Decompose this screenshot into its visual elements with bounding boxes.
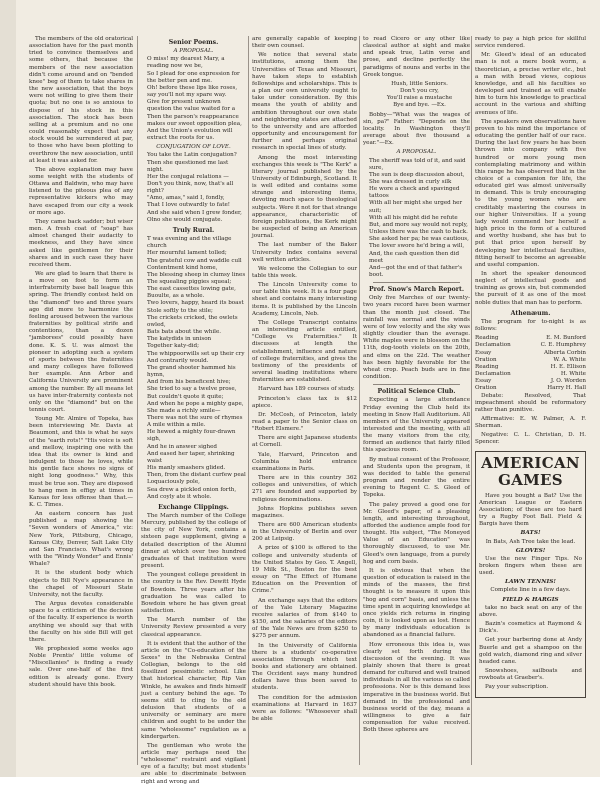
section-heading: Exchange Clippings. bbox=[158, 503, 229, 511]
column-rule bbox=[248, 36, 249, 765]
column-3 bbox=[252, 36, 357, 767]
verse-line: The grateful cow and waddle cull bbox=[147, 257, 242, 264]
poem-title: CONJUGATION OF LOVE. bbox=[156, 144, 231, 151]
divider bbox=[373, 384, 460, 385]
verse-line: Bats bats about the while. bbox=[147, 329, 222, 336]
verse-line: And contrarily would. bbox=[147, 357, 209, 364]
program-name: Harry H. Hall bbox=[547, 385, 586, 392]
verse-line: And the Union's evolution will extract the roots for us. bbox=[147, 127, 233, 142]
paragraph: An eastern concern has just published a map showing the "Seven wonders of America," viz: New York, Pittsburg, Chicago, Kansas City, Denver, Salt Lake City and San Francisco. What's wrong with the "Windy Wonder" and Ennis' Whale? bbox=[29, 511, 133, 568]
program-name: C. E. Humphrey bbox=[540, 342, 586, 349]
verse-line: "Amo, amas," said I, fondly, bbox=[147, 195, 225, 202]
paragraph: The program for to-night is as follows: bbox=[475, 318, 586, 333]
verse-line: Hush, little Seniors. bbox=[391, 80, 448, 87]
verse-line: A mile within a mile. bbox=[147, 422, 206, 429]
paragraph: are generally capable of keeping their own counsel. bbox=[252, 36, 357, 50]
program-row bbox=[475, 378, 586, 385]
verse-line: Then, from the distant curfew peal bbox=[147, 472, 246, 479]
paragraph: The above explanation may have some weight with the students of Ottawa and Baldwin, who may have listened to the piteous plea of any representative kickers who may have escaped from our city a week or more ago. bbox=[29, 166, 133, 216]
program-item: Oration bbox=[475, 356, 497, 363]
verse-line: His manly smashers glided. bbox=[147, 465, 226, 472]
program-row bbox=[475, 342, 586, 349]
program-name: E. M. Bunford bbox=[546, 335, 586, 342]
verse-line: O miss! my dearest Mary, a reading now we be, bbox=[147, 56, 225, 70]
paragraph: There are in this country 362 colleges and universities, of which 271 are founded and supported by religious denominations. bbox=[252, 475, 357, 503]
paragraph: ready to pay a high price for skillful service rendered. bbox=[475, 36, 586, 50]
section-heading: Prof. Snow's March Report. bbox=[368, 286, 465, 294]
divider bbox=[373, 282, 460, 283]
paragraph: Johns Hopkins publishes seven magazines. bbox=[252, 505, 357, 519]
verse-line: You'll raise a mustache bbox=[386, 95, 453, 102]
program-item: Declamation bbox=[475, 371, 511, 378]
paragraph: There are eight Japanese students at Cornell. bbox=[252, 435, 357, 449]
verse-line: Stole softly to the stile; bbox=[147, 307, 213, 314]
ad-text: Have you bought a Bat? Use the American League or Eastern Association; of these are too hard try a Rugby Foot Ball. Field & Bargis have them bbox=[479, 492, 582, 528]
column-1 bbox=[29, 36, 133, 767]
paragraph: Affirmative: E. W. Palmer, A. F. Sherman. bbox=[475, 415, 586, 430]
paragraph: Among the most interesting exchanges this week is "The Kerk" a literary journal published by the University of Edinburgh, Scotland. It is well edited and contains some strange and interesting items, devoting much space to theological subjects. Were it not for that strange appearance, characteristic of foreign publications, the Kerk might be suspected of being an American journal. bbox=[252, 154, 357, 240]
advertisement-box bbox=[475, 451, 586, 698]
verse-line: Together katy-did; bbox=[147, 343, 200, 350]
verse-line: And from his beneficent hive; bbox=[147, 379, 231, 386]
paragraph: The March number of the University Review presented a very classical appearance. bbox=[141, 617, 246, 638]
verse-line: The lover swore he'd bring a will, bbox=[369, 243, 465, 250]
paragraph: The Lincoln University come to our table this week. It is a four page sheet and contains many interesting items. It is published by the Lincoln Academy, Lincoln, Neb. bbox=[252, 282, 357, 317]
verse-line: The grand shooter hammed his hymn, bbox=[147, 364, 236, 379]
ad-text: Bazin's cosmetics at Raymond & Dick's. bbox=[479, 621, 582, 635]
paragraph: The condition for the admission examinations at Harvard in 1637 were as follows: "Whosoever shall be able bbox=[252, 694, 357, 723]
paragraph: There are 600 American students in the University of Berlin and over 200 at Leipsig. bbox=[252, 522, 357, 543]
paragraph: The gentleman who wrote the article may perhaps need the "wholesome" restraint and vigilant eye of a faculty; but most students are able to discriminate between right and wrong and bbox=[141, 742, 246, 785]
verse-line: With all her might she urged her suit; bbox=[369, 200, 463, 214]
paragraph: Young Mr. Almire of Topeka, has been interviewing Mr. Davis at Beaumont, and this is what he says of the "earth rots!" "His voice is soft and mellow, inspiring one with the idea that its owner is kind and indulgent to those he loves, while his gentle face shows no signs of night long goodness." Why, this must be true son. They are disposed to hang men in effigy at times in Kansas for less offense than that.—K. C. Times. bbox=[29, 416, 133, 508]
verse-line: Bye and bye. —Ex. bbox=[393, 102, 446, 109]
verse-line: Don't you cry, bbox=[400, 88, 439, 95]
verse-line: She was dressed in curly silk bbox=[369, 178, 452, 185]
verse-line: He wore a check and spavinged tattoos bbox=[369, 186, 460, 200]
paragraph: Yale, Harvard, Princeton and Columbia hold entrance examinations in Paris. bbox=[252, 451, 357, 472]
program-item: Declamation bbox=[475, 342, 511, 349]
paragraph: The last number of the Baker University Index contains several well written articles. bbox=[252, 242, 357, 263]
verse-line: T was evening and the village church bbox=[147, 236, 232, 250]
verse-line: Her the conjugal relations — bbox=[147, 173, 229, 180]
paragraph: The Argus devotes considerable space to a criticism of the decision of the faculty. If experience is worth anything we should say that with the faculty on his side Bill will get there. bbox=[29, 601, 133, 643]
ad-text: take no back seat on any of the above. bbox=[479, 604, 582, 618]
verse-line: The sun is deep discussion about, bbox=[369, 171, 465, 178]
paragraph: Negative: C. L. Christian, D. H. Spencer. bbox=[475, 432, 586, 446]
verse-line: And he in answer sighed bbox=[147, 443, 217, 450]
verse-line: Loquaciously pole, bbox=[147, 479, 200, 486]
verse-line: Two lovers, happy, heard its boast bbox=[147, 300, 244, 307]
verse-line: The squealing piggies squeal; bbox=[147, 279, 232, 285]
section-heading: Senior Poems. bbox=[168, 39, 219, 46]
column-rule bbox=[359, 36, 360, 765]
paragraph: The paley proved a good one for Mr. Gleed's paper, of a pleasing length, and interesting throughout, afforded the audience ample food for thought. His subject, "The Moneyed Value of an Education" was thoroughly discussed, to use Mr. Gleed's own language, from a purely hog and corn basis. bbox=[363, 501, 470, 565]
program-name: H. White bbox=[560, 371, 586, 378]
ad-text: Get your barbering done at Andy Buerle and get a shampoo on the gold watch, diamond ring and silver headed cane. bbox=[479, 637, 582, 665]
page-left-edge bbox=[0, 0, 16, 777]
poem-title: A PROPOSAL. bbox=[173, 48, 214, 55]
verse-line: And when he pope a mighty gape, bbox=[147, 400, 244, 407]
verse-line: And, the cash question then did meet bbox=[369, 250, 460, 264]
verse-line: Contentment kind home, bbox=[147, 264, 218, 271]
verse-line: You take the Latin conjugation? bbox=[147, 152, 237, 159]
verse-line: And she said when I grew fonder, bbox=[147, 209, 242, 216]
ad-text: Use the new Finger Tips. No broken fingers when these are used. bbox=[479, 555, 582, 577]
paragraph: How erroneous this idea is, was clearly set forth during the discussion of the evening. It was plainly shown that there is great demand for cultured and well trained individuals in all the various so called professions. Nor is this demand less imperative in the business world. But demand in the professional and business world of the day, means a willingness to give a fair compensation for value received. Both these spheres are bbox=[363, 641, 470, 734]
column-rule bbox=[471, 36, 472, 765]
ad-text: Pay your subscription. bbox=[485, 684, 549, 691]
verse-line: With all his might did he refute bbox=[369, 214, 458, 221]
verse-line: So I plead for one expression for the better pen and me. bbox=[147, 70, 240, 84]
verse-line: The katydids in unison bbox=[147, 336, 212, 343]
paragraph: Mr. Gleed's ideal of an educated man is not a mere book worm, a theoretician, a precise writer etc., but a man with broad views, copious knowledge, and all his faculties so developed and trained as will enable him to turn his knowledge to practical account in the various and shifting avenues of life. bbox=[475, 52, 586, 116]
verse-line: There was not the sure of rhymes bbox=[147, 414, 243, 421]
paragraph: Harvard has 189 courses of study. bbox=[258, 386, 355, 393]
paragraph: The speakers own observations have proven to his mind the importance of educating the gentler half of our race. During the last few years he has been thrown into company with five hundred or more young men contemplating matrimony and within this range he has observed that in the choice of a companion for life, the educated girl was almost universally in demand. This is truly encouraging to the young women who are creditably mastering the courses in our higher Universities. If a young lady would commend her herself a high price in the form of a cultured and worthy husband, she has but to put that price upon herself by developing her intellectual faculties, fitting herself to become an agreeable and useful companion. bbox=[475, 118, 586, 268]
verse-line: Then the parson's reappearance makes our sweet opposition plea, bbox=[147, 113, 242, 127]
verse-line: The east cassettes lowing gate, bbox=[147, 286, 236, 293]
paragraph: We are glad to learn that there is a move on foot to form an interfraternity base ball league this spring. The friendly contest held on the "diamond" two and three years ago did more to harmonize the feeling aroused between the various fraternities by political strife and contentions, than a dozen "jamborees" could possibly have done. K. S. U. was almost the pioneer in adopting such a system of sports between the fraternities and many colleges have followed her example. Ann Arbor and California University are prominent among the number. By all means let us have inter-fraternity contests not only on the "diamond" but on the tennis court. bbox=[29, 271, 133, 413]
verse-line: The blessing sheep in clumsy lines bbox=[147, 271, 246, 278]
verse-line: Give for present unknown question the value waited for a bbox=[147, 99, 236, 113]
paragraph: In short the speaker denounced neglect of intellectual goods and training as grows sin, but commended the pursuit of it as one of the most noble duties that man has to perform. bbox=[475, 271, 586, 306]
paragraph: The College Transcript contains an interesting article entitled, "College vs Fraternities." It discusses at length the establishment, influence and nature of college fraternities, and gives the testimony of the presidents of several leading institutions where fraternities are established. bbox=[252, 319, 357, 384]
ad-text: In Bats, Ash Tree take the lead. bbox=[485, 538, 576, 545]
program-item: Oration bbox=[475, 385, 497, 392]
program-row bbox=[475, 335, 586, 342]
paragraph: A prize of $100 is offered to the college and university students of the United States by Geo. T. Angell, 19 Milk St., Boston for the best essay on "The Effect of Humane Education on the Prevention of Crime." bbox=[252, 545, 357, 595]
paragraph: We welcome the Collegian to our table this week. bbox=[252, 265, 357, 279]
program-name: J. O. Worden bbox=[550, 378, 586, 385]
paragraph: Princeton's class tax is $12 apiece. bbox=[252, 395, 357, 409]
program-item: Essay bbox=[475, 378, 492, 385]
verse-line: Unless there was the cash to back. bbox=[369, 229, 468, 236]
paragraph: We notice that several state institutions, among them the Universities of Texas and Missouri, have taken steps to establish fellowships and scholarships. This is a plan our own university ought to take under consideration. By this means the youth of ability and ambition throughout our own state and neighboring states are attached to the university and are afforded opportunity and encouragement for further and perhaps original research in special lines of study. bbox=[252, 52, 357, 152]
program-row bbox=[475, 364, 586, 371]
paragraph: In the University of California there is a students' co-operative association through which text books and stationery are obtained. The Occident says many hundred dollars have thus been saved to students. bbox=[252, 642, 357, 692]
paragraph: It is obvious that when the question of education is raised in the minds of the masses, the first thought is to measure it upon this "hog and corn" basis, and unless the time spent in acquiring knowledge at once yields rich returns in ringing coin, it is looked upon as lost. Hence by many individuals education is abandoned as a financial failure. bbox=[363, 567, 470, 639]
paragraph: The March number of the College Mercury, published by the college of the city of New York, contains a sixteen page supplement, giving a detailed description of the Alumni dinner at which over two hundred graduates of that institution were present. bbox=[141, 513, 246, 570]
paragraph: An exchange says that the editors of the Yale Literary Magazine receive salaries of from $140 to $150, and the salaries of the editors of the Yale News are from $250 to $275 per annum. bbox=[252, 597, 357, 640]
program-row bbox=[475, 385, 586, 392]
paragraph: It is evident that the author of the article on the "Co-education of the Sexes" in the Nebraska Central Collegian, belongs to the old fossilized pessimistic school. Like that historical character, Rip Van Winkle, he awakes and finds himself just a century behind the age. To seems still to cling to the old delusion that students of a university or seminary are mere children and ought to be under the same "wholesome" regulation as a kindergarten. bbox=[141, 640, 246, 740]
section-heading: Athenæum. bbox=[510, 309, 551, 317]
paragraph: Bobby—"What was the wages of sin, pa?" Father: "Depends on the locality. In Washington they'll average about five thousand a year."—Ex. bbox=[363, 111, 470, 147]
paragraph: We prophesied some weeks ago Noble Prentis' little volume of "Miscellanies" is finding a ready sale. Over one-half of the first edition is already gone. Every student should have this book. bbox=[29, 645, 133, 688]
ad-heading: LAWN TENNIS! bbox=[505, 579, 556, 586]
column-rule bbox=[137, 36, 138, 765]
section-heading: Political Science Club. bbox=[377, 388, 456, 396]
column-2 bbox=[141, 36, 246, 785]
verse-line: The whippoorwills set up their cry bbox=[147, 350, 245, 357]
verse-line: Her mournful lament tolled; bbox=[147, 250, 227, 257]
verse-line: The crickets cricked, the owlets owled, bbox=[147, 314, 238, 328]
program-name: W. A. White bbox=[553, 356, 586, 363]
verse-line: Then she questioned me last night. bbox=[147, 159, 229, 173]
ad-text: Snowshoes, sailboats and rowboats at Graeber's. bbox=[479, 668, 582, 682]
verse-line: And coyly ate it whole. bbox=[147, 493, 212, 500]
paragraph: to read Cicero or any other like classical author at sight and make and speak true, Latin verse and prose, and decline perfectly the paradigms of nouns and verbs in the Greek tongue. bbox=[363, 36, 470, 78]
column-4 bbox=[363, 36, 470, 767]
paragraph: It is the student body which objects to Bill Nye's appearance in the chapel of Missouri State University, not the faculty. bbox=[29, 570, 133, 598]
verse-line: Buoulte, as a whole. bbox=[147, 293, 205, 300]
paragraph: Debate: Resolved, That impeachment should be reformatory rather than punitive. bbox=[475, 392, 586, 413]
verse-line: And eased her taper, shrinking waist bbox=[147, 450, 235, 464]
verse-line: But, and more say would not reply, bbox=[369, 221, 468, 228]
program-name: H. E. Ellison bbox=[550, 363, 586, 370]
verse-line: He hewed a mighty four-drawn sigh, bbox=[147, 429, 236, 443]
verse-line: Don't you think, now, that's all right? bbox=[147, 180, 234, 195]
section-heading: Truly Rural. bbox=[172, 226, 215, 234]
verse-line: And—got the end of that father's boot. bbox=[369, 264, 463, 278]
paragraph: Dr. McCosh, of Princeton, lately read a paper to the Senior class on "Robert Elsmere." bbox=[252, 411, 357, 433]
verse-line: Sea drew a pickled onion forth, bbox=[147, 486, 237, 493]
verse-line: She tried to say a twelve prose, bbox=[147, 386, 237, 393]
verse-line: That I love outwardly to fate! bbox=[147, 202, 231, 209]
verse-line: She made a richly smile— bbox=[147, 407, 221, 414]
program-row bbox=[475, 371, 586, 378]
verse-line: The sheriff was told of it, and said sure, bbox=[369, 157, 466, 171]
paragraph: Expecting a large attendance Friday evening the Club held its meeting in Snow Hall Auditorium. All members of the University appeared interested and the meeting, with all the many visitors from the city, formed an audience that fairly filled this spacious room. bbox=[363, 397, 470, 454]
paragraph: By mutual consent of the Professor, and Students upon the program, it was decided to table the general program and render the entire evening to Regent C. S. Gleed of Topeka. bbox=[363, 456, 470, 499]
paragraph: Only five Marches of our twenty-two years record have been warmer than the month just closed. The rainfall was normal and the winds were of low velocity and the sky was slightly cloudier than the average. White maples were in blossom on the 11th, dog-tooth violets on the 20th, and elms on the 22d. The weather has been highly favorable for the wheat crop. Peach buds are in fine condition. bbox=[363, 295, 470, 381]
program-row bbox=[475, 357, 586, 364]
ad-heading: BATS! bbox=[520, 530, 541, 537]
paragraph: The members of the old oratorical association have for the past month tried to convince themselves and some others, that because the members of the new association didn't come around and on "bended knee" beg of them to take shares in the new association, that the boys were not willing to give them their quota; but no one is so anxious to dispose of his stock in this association. The stock has been selling at a premium and no one could reasonably expect that any stock would be surrendered at par, to those who have been plotting to overthrow the new association, until at least it was asked for. bbox=[29, 36, 133, 164]
ad-heading: GLOVES! bbox=[515, 547, 546, 554]
verse-line: Oh! before these lips like roses, say you'll not my spare way. bbox=[147, 84, 238, 99]
program-item: Reading bbox=[475, 335, 499, 342]
poem-title: A PROPOSAL. bbox=[396, 149, 437, 156]
program-name: Alberta Corbin bbox=[543, 349, 586, 356]
verse-line: Olno she would conjugate. bbox=[147, 216, 223, 223]
verse-line: She asked her pa; he was cautious, bbox=[369, 236, 469, 243]
ad-title: AMERICAN GAMES bbox=[481, 453, 580, 489]
column-5 bbox=[475, 36, 586, 767]
paragraph: The youngest college president in the country is the Rev. Dewitt Hyde of Bowdoin. Three years after his graduation he was called to Bowdoin where he has given great satisfaction. bbox=[141, 572, 246, 615]
paragraph: They came back sadder; but wiser men. A fresh coat of "soap" has almost changed their audacity to meekness, and they have since asked like gentlemen for their shares and in such case they have received them. bbox=[29, 218, 133, 268]
ad-heading: FIELD & HARGIS bbox=[502, 596, 559, 603]
ad-text: Complete line in a few days. bbox=[490, 587, 571, 594]
program-item: Essay bbox=[475, 349, 492, 356]
program-item: Reading bbox=[475, 363, 499, 370]
verse-line: But couldn't quote it quite; bbox=[147, 393, 224, 400]
program-row bbox=[475, 350, 586, 357]
